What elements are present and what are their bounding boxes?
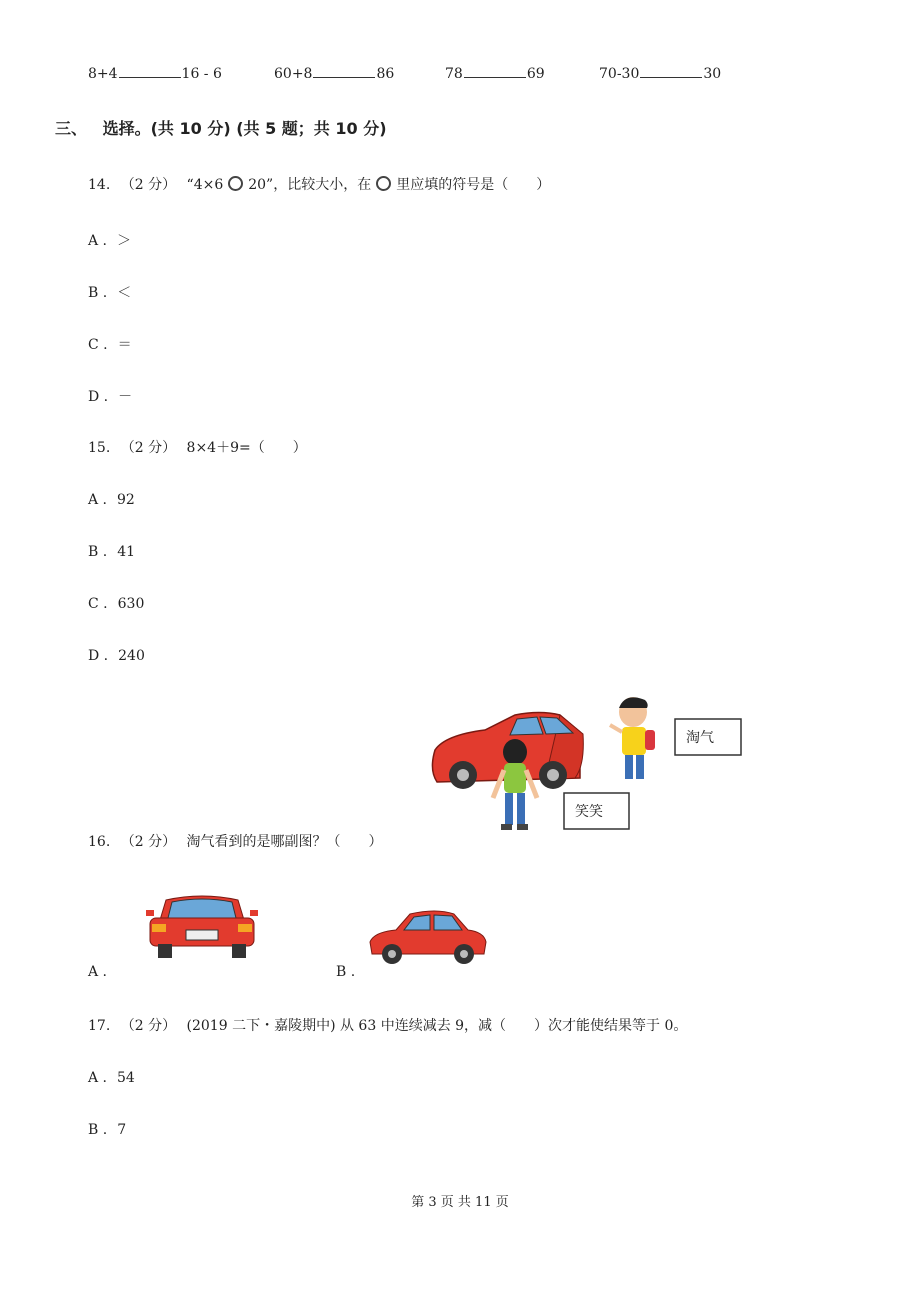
- circle-icon: [376, 176, 391, 191]
- question-text-part: “4×6: [186, 177, 224, 193]
- label-xiaoxiao: 笑笑: [575, 804, 603, 820]
- compare-left: 78: [445, 66, 463, 82]
- option-label: A .: [88, 1070, 108, 1086]
- option-value: 41: [117, 544, 136, 560]
- question-score: （2 分）: [120, 440, 177, 456]
- option-value: 630: [117, 596, 145, 612]
- option-d[interactable]: [88, 388, 132, 406]
- question-15: [88, 439, 307, 457]
- compare-right: 30: [703, 66, 722, 82]
- boy-taoqi: [610, 697, 655, 779]
- question-text-part: 里应填的符号是（ ）: [396, 177, 551, 193]
- option-value: ＜: [117, 285, 132, 301]
- option-c[interactable]: [88, 336, 132, 354]
- option-label: B .: [88, 285, 108, 301]
- question-score: （2 分）: [120, 1018, 177, 1034]
- answer-blank[interactable]: [640, 65, 702, 78]
- option-label: A .: [88, 233, 108, 249]
- compare-item-2: [274, 65, 394, 83]
- option-label: B .: [88, 1122, 108, 1138]
- question-text: (2019 二下・嘉陵期中) 从 63 中连续减去 9，减（ ）次才能使结果等于 0。: [186, 1018, 688, 1034]
- option-value: 7: [117, 1122, 127, 1138]
- option-a[interactable]: [88, 1069, 135, 1087]
- question-number: 16.: [88, 834, 111, 850]
- answer-blank[interactable]: [313, 65, 375, 78]
- section-title: 选择。(共 10 分) (共 5 题；共 10 分): [102, 119, 387, 138]
- option-label: C .: [88, 596, 108, 612]
- option-a[interactable]: [88, 963, 107, 981]
- compare-left: 70-30: [599, 66, 640, 82]
- option-b[interactable]: [336, 963, 355, 981]
- question-number: 15.: [88, 440, 111, 456]
- option-value: 92: [117, 492, 135, 508]
- compare-left: 8+4: [88, 66, 118, 82]
- compare-right: 69: [526, 66, 545, 82]
- question-score: （2 分）: [120, 834, 177, 850]
- option-label: D .: [88, 648, 109, 664]
- option-label: B .: [88, 544, 108, 560]
- option-label: A .: [88, 492, 108, 508]
- option-label: B .: [336, 964, 356, 980]
- option-value: ＝: [117, 337, 132, 353]
- compare-item-1: [88, 65, 222, 83]
- question-score: （2 分）: [120, 177, 177, 193]
- label-taoqi: 淘气: [686, 730, 714, 746]
- section-heading: [55, 116, 387, 139]
- question-number: 17.: [88, 1018, 111, 1034]
- compare-left: 60+8: [274, 66, 313, 82]
- option-b[interactable]: [88, 543, 135, 561]
- compare-item-3: [445, 65, 545, 83]
- compare-item-4: [599, 65, 721, 83]
- option-a[interactable]: [88, 232, 131, 250]
- option-value: 54: [117, 1070, 135, 1086]
- question-14: [88, 176, 550, 194]
- option-d[interactable]: [88, 647, 145, 665]
- question-17: [88, 1017, 687, 1035]
- option-c[interactable]: [88, 595, 144, 613]
- option-label: D .: [88, 389, 109, 405]
- question-text: 8×4＋9=（ ）: [186, 440, 307, 456]
- option-b[interactable]: [88, 284, 131, 302]
- option-value: －: [118, 389, 133, 405]
- question-16: [88, 833, 383, 851]
- compare-right: 86: [376, 66, 395, 82]
- option-a[interactable]: [88, 491, 135, 509]
- question-text: 淘气看到的是哪副图？（ ）: [186, 834, 383, 850]
- section-number: 三、: [55, 119, 88, 138]
- answer-blank[interactable]: [464, 65, 526, 78]
- option-value: 240: [118, 648, 145, 664]
- option-value: ＞: [117, 233, 132, 249]
- answer-blank[interactable]: [119, 65, 181, 78]
- circle-icon: [228, 176, 243, 191]
- question-number: 14.: [88, 177, 111, 193]
- option-label: A .: [88, 964, 108, 980]
- option-b[interactable]: [88, 1121, 126, 1139]
- car-side-view-image[interactable]: [366, 906, 490, 968]
- option-label: C .: [88, 337, 108, 353]
- car-rear-view-image[interactable]: [146, 892, 258, 960]
- compare-right: 16 - 6: [181, 66, 222, 82]
- page-footer: 第 3 页 共 11 页: [411, 1195, 509, 1210]
- question-text-part: 20”，比较大小，在: [248, 177, 372, 193]
